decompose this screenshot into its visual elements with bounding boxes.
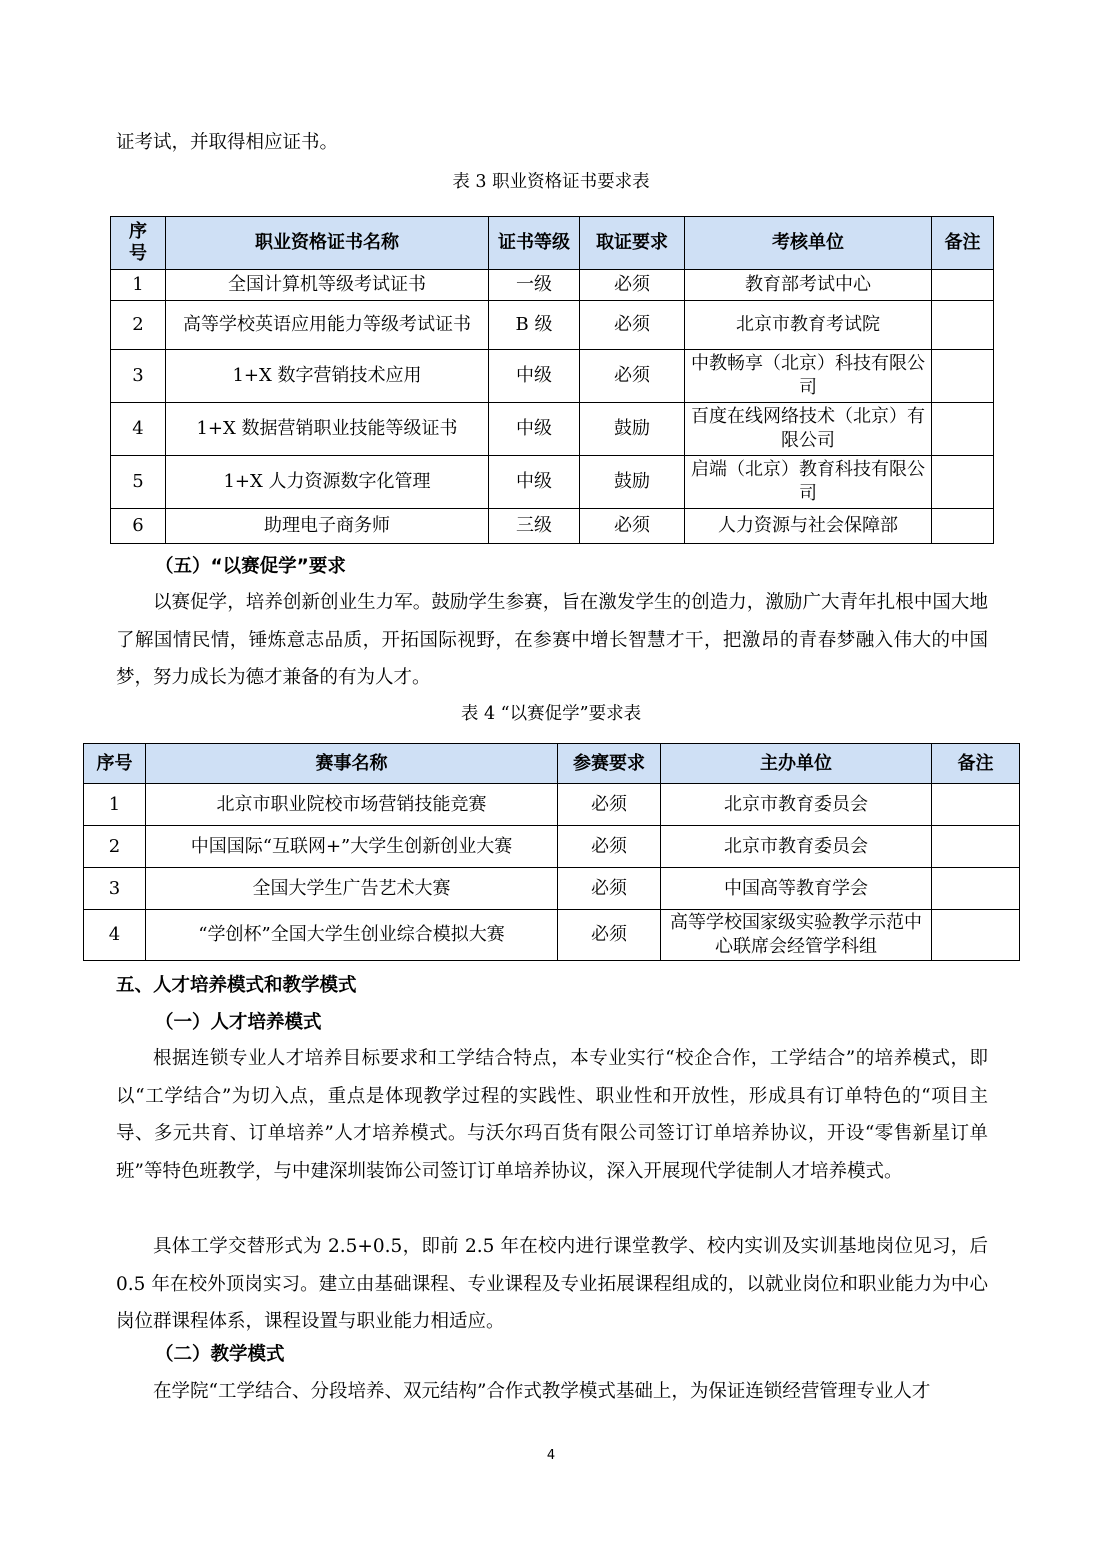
cell-cert-name: 助理电子商务师 xyxy=(166,509,489,544)
cell-index: 6 xyxy=(111,509,166,544)
cell-remarks xyxy=(932,270,994,301)
cell-cert-name: 全国计算机等级考试证书 xyxy=(166,270,489,301)
table-row xyxy=(84,910,1020,961)
cell-remarks xyxy=(932,301,994,350)
col-header-assessor: 考核单位 xyxy=(685,217,932,270)
cell-index: 1 xyxy=(84,784,146,826)
cell-cert-name: 1+X 数据营销职业技能等级证书 xyxy=(166,403,489,456)
cell-competition-name: 中国国际“互联网+”大学生创新创业大赛 xyxy=(146,826,558,868)
cell-level: 一级 xyxy=(489,270,580,301)
cell-remarks xyxy=(932,403,994,456)
col-header-requirement: 参赛要求 xyxy=(558,744,661,784)
cell-remarks xyxy=(932,826,1020,868)
col-header-remarks: 备注 xyxy=(932,744,1020,784)
cell-level: 中级 xyxy=(489,456,580,509)
cell-assessor: 启端（北京）教育科技有限公司 xyxy=(685,456,932,509)
cell-index: 3 xyxy=(111,350,166,403)
table3-caption: 表 3 职业资格证书要求表 xyxy=(452,172,650,192)
table-row xyxy=(111,301,994,350)
table-row xyxy=(111,403,994,456)
cell-index: 3 xyxy=(84,868,146,910)
sub1-paragraph-1: 根据连锁专业人才培养目标要求和工学结合特点，本专业实行“校企合作，工学结合”的培养模式，即以“工学结合”为切入点，重点是体现教学过程的实践性、职业性和开放性，形成具有订单特色的“项目主导、多元共育、订单培养”人才培养模式。与沃尔玛百货有限公司签订订单培养协议，开设“零售新星订单班”等特色班教学，与中建深圳装饰公司签订订单培养协议，深入开展现代学徒制人才培养模式。 xyxy=(116,1048,988,1182)
table3-certificates xyxy=(110,216,994,544)
cell-remarks xyxy=(932,868,1020,910)
col-header-index: 序号 xyxy=(84,744,146,784)
col-header-level: 证书等级 xyxy=(489,217,580,270)
col-header-competition-name: 赛事名称 xyxy=(146,744,558,784)
col-header-requirement: 取证要求 xyxy=(580,217,685,270)
cell-assessor: 北京市教育考试院 xyxy=(685,301,932,350)
sub2-heading: （二）教学模式 xyxy=(155,1344,285,1365)
cell-competition-name: 北京市职业院校市场营销技能竞赛 xyxy=(146,784,558,826)
sub2-paragraph: 在学院“工学结合、分段培养、双元结构”合作式教学模式基础上，为保证连锁经营管理专业人才 xyxy=(153,1381,931,1402)
cell-organizer: 北京市教育委员会 xyxy=(661,784,932,826)
col-header-cert-name: 职业资格证书名称 xyxy=(166,217,489,270)
table-row xyxy=(84,784,1020,826)
table-row xyxy=(111,456,994,509)
cell-cert-name: 1+X 数字营销技术应用 xyxy=(166,350,489,403)
cell-requirement: 必须 xyxy=(558,784,661,826)
cell-index: 1 xyxy=(111,270,166,301)
cell-requirement: 鼓励 xyxy=(580,456,685,509)
cell-cert-name: 1+X 人力资源数字化管理 xyxy=(166,456,489,509)
page-number: 4 xyxy=(546,1448,556,1463)
cell-index: 4 xyxy=(84,910,146,961)
section5-heading: （五）“以赛促学”要求 xyxy=(155,556,346,577)
cell-index: 5 xyxy=(111,456,166,509)
intro-line: 证考试，并取得相应证书。 xyxy=(116,132,339,153)
cell-organizer: 中国高等教育学会 xyxy=(661,868,932,910)
cell-requirement: 必须 xyxy=(558,826,661,868)
table-row xyxy=(84,868,1020,910)
cell-remarks xyxy=(932,910,1020,961)
cell-remarks xyxy=(932,456,994,509)
cell-level: 中级 xyxy=(489,403,580,456)
sub1-heading: （一）人才培养模式 xyxy=(155,1012,322,1033)
cell-remarks xyxy=(932,509,994,544)
section5-paragraph: 以赛促学，培养创新创业生力军。鼓励学生参赛，旨在激发学生的创造力，激励广大青年扎根中国大地了解国情民情，锤炼意志品质，开拓国际视野，在参赛中增长智慧才干，把激昂的青春梦融入伟大的中国梦，努力成长为德才兼备的有为人才。 xyxy=(116,592,988,688)
cell-level: 中级 xyxy=(489,350,580,403)
col-header-remarks: 备注 xyxy=(932,217,994,270)
cell-competition-name: “学创杯”全国大学生创业综合模拟大赛 xyxy=(146,910,558,961)
cell-assessor: 教育部考试中心 xyxy=(685,270,932,301)
cell-assessor: 中教畅享（北京）科技有限公司 xyxy=(685,350,932,403)
table-row xyxy=(111,509,994,544)
cell-level: 三级 xyxy=(489,509,580,544)
cell-cert-name: 高等学校英语应用能力等级考试证书 xyxy=(166,301,489,350)
cell-index: 2 xyxy=(84,826,146,868)
table-row xyxy=(84,826,1020,868)
cell-requirement: 必须 xyxy=(580,509,685,544)
table-row xyxy=(111,350,994,403)
cell-requirement: 必须 xyxy=(558,868,661,910)
sub1-paragraph-2: 具体工学交替形式为 2.5+0.5，即前 2.5 年在校内进行课堂教学、校内实训及实训基地岗位见习，后 0.5 年在校外顶岗实习。建立由基础课程、专业课程及专业拓展课程组成的，以就业岗位和职业能力为中心岗位群课程体系，课程设置与职业能力相适应。 xyxy=(116,1236,988,1332)
cell-requirement: 必须 xyxy=(580,301,685,350)
cell-level: B 级 xyxy=(489,301,580,350)
cell-requirement: 必须 xyxy=(580,270,685,301)
cell-organizer: 高等学校国家级实验教学示范中心联席会经管学科组 xyxy=(661,910,932,961)
cell-organizer: 北京市教育委员会 xyxy=(661,826,932,868)
cell-remarks xyxy=(932,784,1020,826)
col-header-organizer: 主办单位 xyxy=(661,744,932,784)
table4-header-row xyxy=(84,744,1020,784)
cell-index: 2 xyxy=(111,301,166,350)
cell-index: 4 xyxy=(111,403,166,456)
table4-caption: 表 4 “以赛促学”要求表 xyxy=(460,704,642,724)
cell-requirement: 必须 xyxy=(558,910,661,961)
cell-competition-name: 全国大学生广告艺术大赛 xyxy=(146,868,558,910)
table-row xyxy=(111,270,994,301)
cell-assessor: 百度在线网络技术（北京）有限公司 xyxy=(685,403,932,456)
chapter5-heading: 五、人才培养模式和教学模式 xyxy=(116,975,357,996)
col-header-index: 序号 xyxy=(111,217,166,270)
table4-competitions xyxy=(83,743,1020,961)
cell-remarks xyxy=(932,350,994,403)
cell-requirement: 必须 xyxy=(580,350,685,403)
cell-requirement: 鼓励 xyxy=(580,403,685,456)
cell-assessor: 人力资源与社会保障部 xyxy=(685,509,932,544)
table3-header-row xyxy=(111,217,994,270)
